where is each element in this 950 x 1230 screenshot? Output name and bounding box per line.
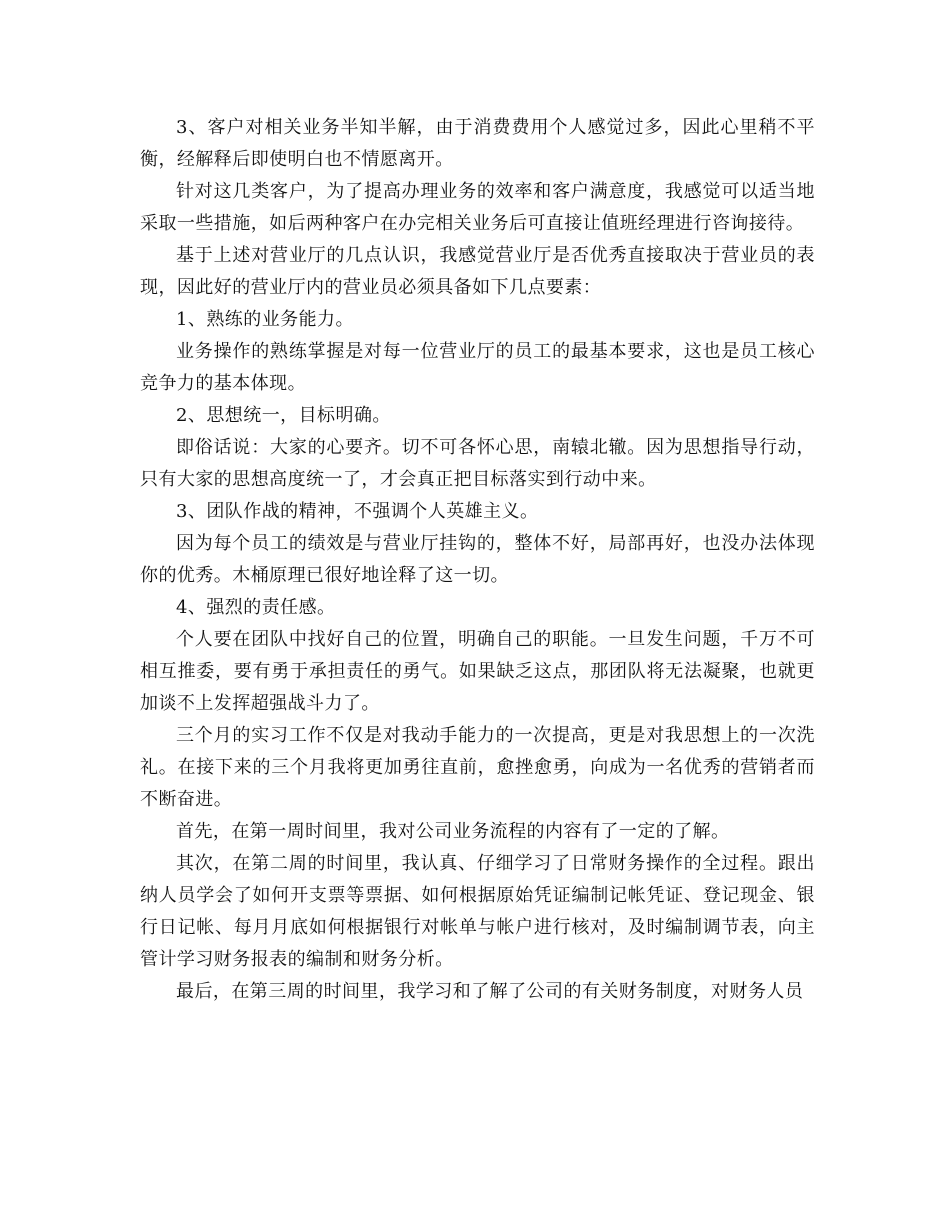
paragraph-responsibility: 个人要在团队中找好自己的位置，明确自己的职能。一旦发生问题，千万不可相互推委，要有勇于承担责任的勇气。如果缺乏这点，那团队将无法凝聚，也就更加谈不上发挥超强战斗力了。 — [140, 629, 815, 714]
heading-responsibility: 4、强烈的责任感。 — [176, 597, 336, 618]
paragraph-week-two: 其次，在第二周的时间里，我认真、仔细学习了日常财务操作的全过程。跟出纳人员学会了如何开支票等票据、如何根据原始凭证编制记帐凭证、登记现金、银行日记帐、每月月底如何根据银行对帐单与帐户进行核对，及时编制调节表，向主管计学习财务报表的编制和财务分析。 — [140, 853, 815, 970]
paragraph-customer-type-3: 3、客户对相关业务半知半解，由于消费费用个人感觉过多，因此心里稍不平衡，经解释后即使明白也不情愿离开。 — [140, 117, 815, 170]
paragraph-team-spirit: 因为每个员工的绩效是与营业厅挂钩的，整体不好，局部再好，也没办法体现你的优秀。木桶原理已很好地诠释了这一切。 — [140, 533, 815, 586]
paragraph-customer-measures: 针对这几类客户，为了提高办理业务的效率和客户满意度，我感觉可以适当地采取一些措施，如后两种客户在办完相关业务后可直接让值班经理进行咨询接待。 — [140, 181, 815, 234]
heading-team-spirit: 3、团队作战的精神，不强调个人英雄主义。 — [176, 501, 539, 522]
paragraph-week-one: 首先，在第一周时间里，我对公司业务流程的内容有了一定的了解。 — [176, 821, 730, 842]
paragraph-business-ability: 业务操作的熟练掌握是对每一位营业厅的员工的最基本要求，这也是员工核心竞争力的基本体现。 — [140, 341, 815, 394]
document-body — [140, 112, 815, 1008]
paragraph-week-three: 最后，在第三周的时间里，我学习和了解了公司的有关财务制度，对财务人员 — [176, 981, 804, 1002]
paragraph-internship-summary: 三个月的实习工作不仅是对我动手能力的一次提高，更是对我思想上的一次洗礼。在接下来的三个月我将更加勇往直前，愈挫愈勇，向成为一名优秀的营销者而不断奋进。 — [140, 725, 815, 810]
heading-business-ability: 1、熟练的业务能力。 — [176, 309, 354, 330]
paragraph-unified-thinking: 即俗话说：大家的心要齐。切不可各怀心思，南辕北辙。因为思想指导行动，只有大家的思想高度统一了，才会真正把目标落实到行动中来。 — [140, 437, 815, 490]
heading-unified-thinking: 2、思想统一，目标明确。 — [176, 405, 391, 426]
paragraph-staff-requirements: 基于上述对营业厅的几点认识，我感觉营业厅是否优秀直接取决于营业员的表现，因此好的营业厅内的营业员必须具备如下几点要素： — [140, 245, 815, 298]
